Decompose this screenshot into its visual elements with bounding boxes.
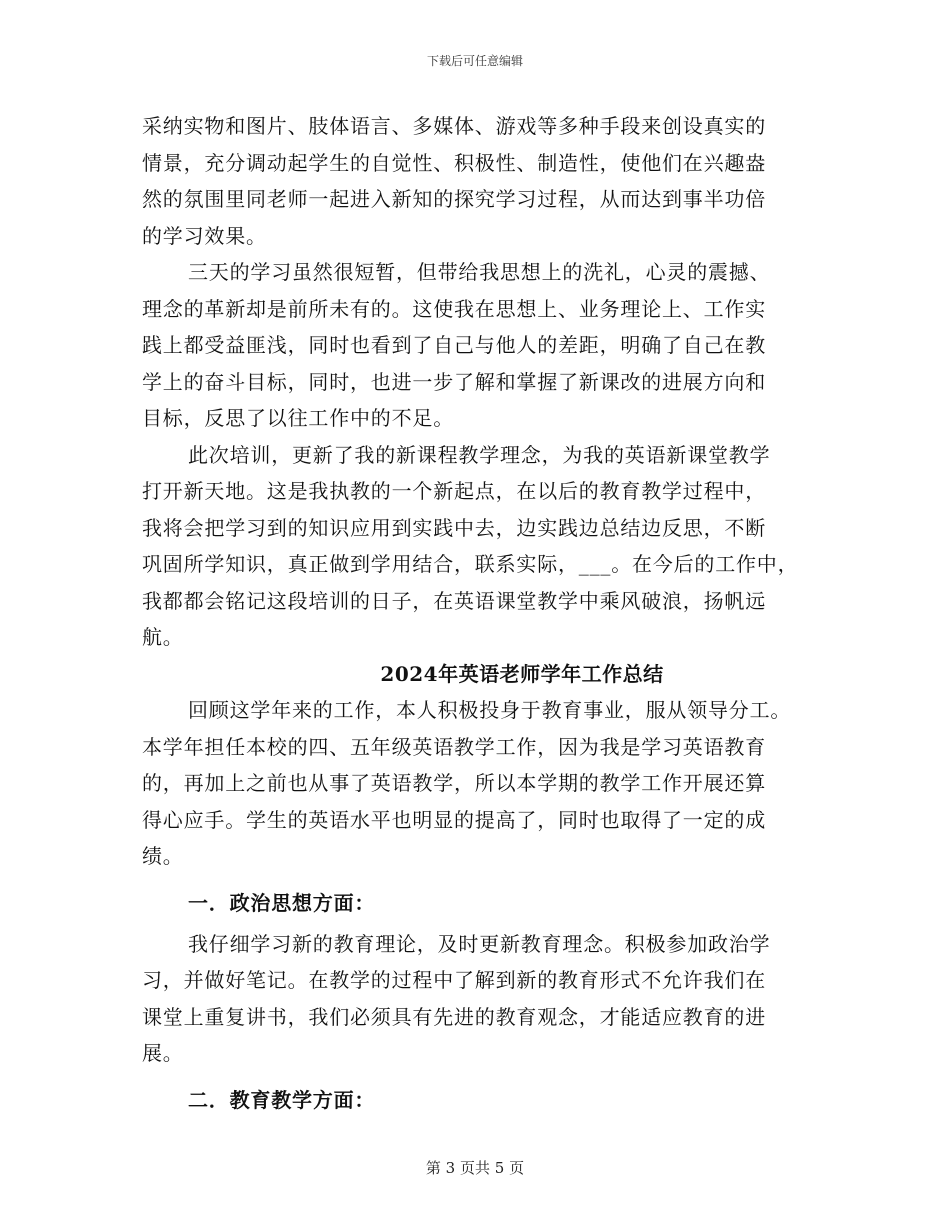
page-header: 下载后可任意编辑 <box>426 54 523 68</box>
text-line: 学上的奋斗目标，同时，也进一步了解和掌握了新课改的进展方向和 <box>142 369 766 394</box>
heading-teaching: 二．教育教学方面： <box>188 1087 376 1112</box>
text-line: 我都都会铭记这段培训的日子，在英语课堂教学中乘风破浪，扬帆远 <box>142 588 766 613</box>
heading-political-thought: 一．政治思想方面： <box>188 890 376 915</box>
section-title: 2024年英语老师学年工作总结 <box>380 661 664 686</box>
text-line: 的学习效果。 <box>142 223 267 248</box>
text-line: 此次培训，更新了我的新课程教学理念，为我的英语新课堂教学 <box>188 442 771 467</box>
text-line: 然的氛围里同老师一起进入新知的探究学习过程，从而达到事半功倍 <box>142 187 766 211</box>
text-line: 情景，充分调动起学生的自觉性、积极性、制造性，使他们在兴趣盎 <box>142 150 766 175</box>
text-line: 采纳实物和图片、肢体语言、多媒体、游戏等多种手段来创设真实的 <box>142 114 766 138</box>
text-line: 的，再加上之前也从事了英语教学，所以本学期的教学工作开展还算 <box>142 771 766 795</box>
text-line: 三天的学习虽然很短暂，但带给我思想上的洗礼，心灵的震撼、 <box>188 260 771 284</box>
document-body <box>142 108 822 1123</box>
paragraph-4 <box>142 692 822 875</box>
text-line: 目标，反思了以往工作中的不足。 <box>142 406 454 430</box>
text-line: 我将会把学习到的知识应用到实践中去，边实践边总结边反思，不断 <box>142 515 766 540</box>
text-line: 理念的革新却是前所未有的。这使我在思想上、业务理论上、工作实 <box>142 296 766 321</box>
paragraph-2 <box>142 254 822 437</box>
text-line: 打开新天地。这是我执教的一个新起点，在以后的教育教学过程中， <box>142 479 766 503</box>
text-line: 习，并做好笔记。在教学的过程中了解到新的教育形式不允许我们在 <box>142 968 766 992</box>
text-line: 绩。 <box>142 844 184 868</box>
paragraph-5 <box>142 926 822 1072</box>
text-line: 课堂上重复讲书，我们必须具有先进的教育观念，才能适应教育的进 <box>142 1004 766 1029</box>
paragraph-1 <box>142 108 822 254</box>
text-line: 得心应手。学生的英语水平也明显的提高了，同时也取得了一定的成 <box>142 807 766 832</box>
text-line: 巩固所学知识，真正做到学用结合，联系实际，___。在今后的工作中， <box>142 552 799 576</box>
text-line: 践上都受益匪浅，同时也看到了自己与他人的差距，明确了自己在教 <box>142 333 766 357</box>
text-line: 航。 <box>142 625 184 649</box>
text-line: 我仔细学习新的教育理论，及时更新教育理念。积极参加政治学 <box>188 931 771 956</box>
text-line: 回顾这学年来的工作，本人积极投身于教育事业，服从领导分工。 <box>188 698 792 722</box>
text-line: 展。 <box>142 1041 184 1065</box>
paragraph-3 <box>142 437 822 656</box>
page-footer: 第 3 页共 5 页 <box>425 1159 525 1177</box>
text-line: 本学年担任本校的四、五年级英语教学工作，因为我是学习英语教育 <box>142 734 766 759</box>
